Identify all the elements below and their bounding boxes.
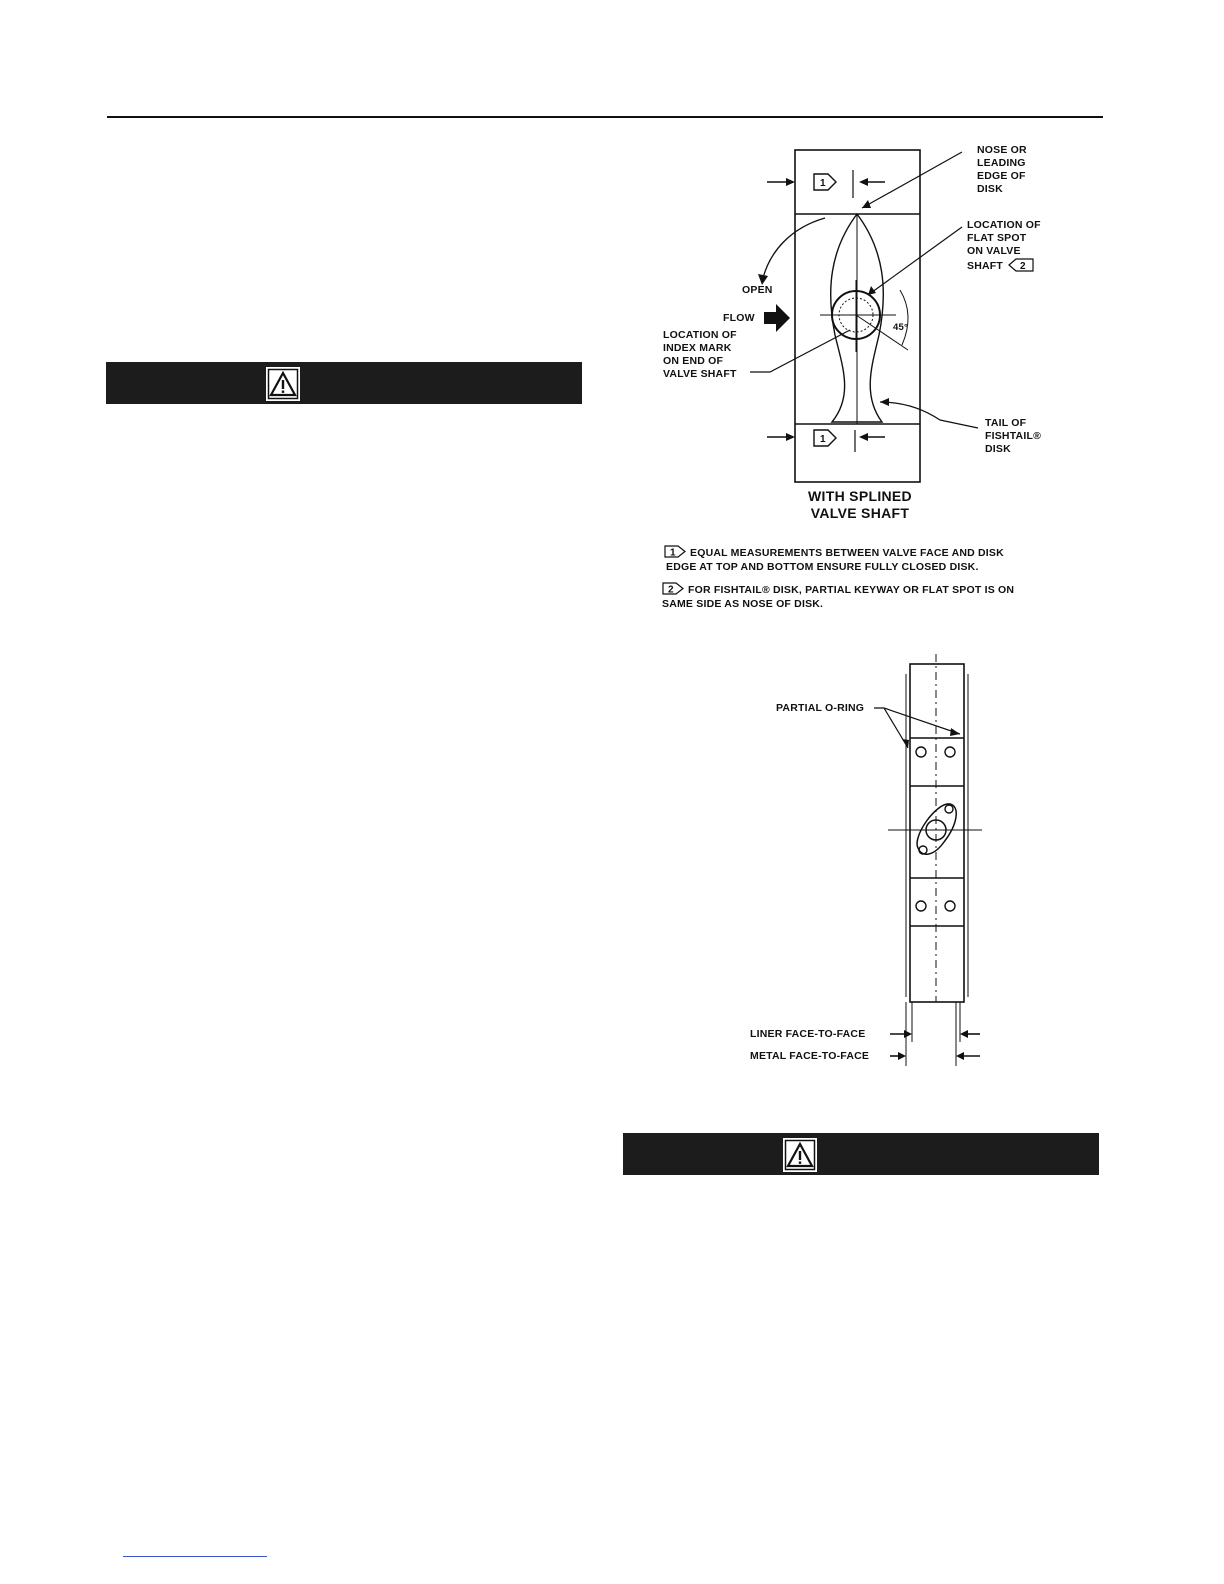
label-liner-face: LINER FACE-TO-FACE: [750, 1028, 866, 1040]
valve-side-view-drawing: [860, 652, 1000, 1070]
flow-arrow: [764, 304, 790, 332]
label-tail: TAIL OF FISHTAIL® DISK: [985, 417, 1042, 455]
note-2-ref-tag: [662, 582, 684, 595]
label-metal-face: METAL FACE-TO-FACE: [750, 1050, 870, 1062]
label-open: OPEN: [742, 284, 773, 296]
note-1: 1 EQUAL MEASUREMENTS BETWEEN VALVE FACE AND DISK EDGE AT TOP AND BOTTOM ENSURE FULLY CLOSED DISK.: [666, 547, 1004, 573]
label-angle: 45°: [893, 322, 908, 333]
warning-triangle-icon: [266, 367, 300, 401]
footer-link-underline: [123, 1556, 267, 1557]
label-flat-spot: LOCATION OF FLAT SPOT ON VALVE SHAFT 2: [967, 219, 1041, 272]
ref-tag-top-label: 1: [820, 178, 826, 189]
ref-tag-bottom: [814, 430, 836, 446]
valve-side-body: [910, 664, 964, 1002]
warning-triangle-icon: [783, 1138, 817, 1172]
ref-tag-flat-spot: [1008, 258, 1034, 272]
note-1-ref-tag: [664, 545, 686, 558]
label-partial-oring: PARTIAL O-RING: [776, 702, 865, 714]
svg-text:2: 2: [668, 584, 674, 595]
label-nose: NOSE OR LEADING EDGE OF DISK: [977, 144, 1027, 195]
warning-banner-right: [623, 1133, 1099, 1175]
note-2: 2 FOR FISHTAIL® DISK, PARTIAL KEYWAY OR FLAT SPOT IS ON SAME SIDE AS NOSE OF DISK.: [662, 584, 1015, 610]
label-index-mark: LOCATION OF INDEX MARK ON END OF VALVE SHAFT: [663, 329, 737, 380]
ref-tag-bottom-label: 1: [820, 434, 826, 445]
svg-text:2: 2: [1020, 261, 1026, 272]
warning-banner-left: [106, 362, 582, 404]
svg-text:1: 1: [670, 547, 676, 558]
label-flow: FLOW: [723, 312, 755, 324]
header-rule: [107, 116, 1103, 118]
figure1-caption: WITH SPLINED VALVE SHAFT: [808, 488, 912, 521]
ref-tag-top: [814, 174, 836, 190]
